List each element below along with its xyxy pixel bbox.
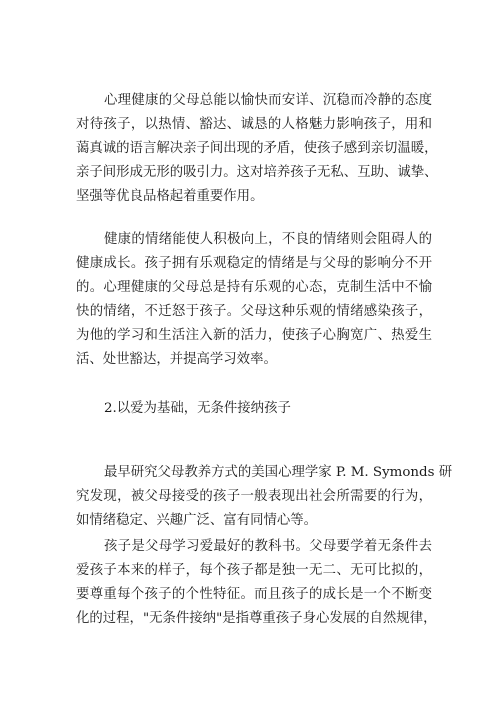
paragraph-line: 健康的情绪能使人积极向上，不良的情绪则会阻碍人的	[104, 232, 432, 247]
paragraph-3	[76, 461, 453, 533]
paragraph-line: 孩子是父母学习爱最好的教科书。父母要学着无条件去	[104, 539, 432, 554]
paragraph-2	[76, 228, 432, 372]
paragraph-1	[76, 89, 438, 209]
paragraph-line: 快的情绪，不迁怒于孩子。父母这种乐观的情绪感染孩子，	[76, 304, 432, 319]
paragraph-line: 健康成长。孩子拥有乐观稳定的情绪是与父母的影响分不开	[76, 256, 432, 271]
paragraph-line: 究发现，被父母接受的孩子一般表现出社会所需要的行为，	[76, 489, 432, 504]
paragraph-4	[76, 535, 437, 631]
paragraph-line: 爱孩子本来的样子，每个孩子都是独一无二、无可比拟的，	[76, 563, 432, 578]
paragraph-line: 蔼真诚的语言解决亲子间出现的矛盾，使孩子感到亲切温暖，	[76, 141, 438, 156]
paragraph-line: 对待孩子，以热情、豁达、诚恳的人格魅力影响孩子，用和	[76, 117, 432, 132]
paragraph-line: 活、处世豁达，并提高学习效率。	[76, 352, 277, 367]
paragraph-line: 的。心理健康的父母总是持有乐观的心态，克制生活中不愉	[76, 280, 432, 295]
paragraph-line: 要尊重每个孩子的个性特征。而且孩子的成长是一个不断变	[76, 587, 432, 602]
paragraph-line: 化的过程，"无条件接纳"是指尊重孩子身心发展的自然规律，	[76, 611, 437, 626]
paragraph-line: 亲子间形成无形的吸引力。这对培养孩子无私、互助、诚挚、	[76, 165, 438, 180]
paragraph-line: 最早研究父母教养方式的美国心理学家 P. M. Symonds 研	[104, 465, 453, 480]
paragraph-line: 坚强等优良品格起着重要作用。	[76, 189, 264, 204]
section-heading: 2.以爱为基础，无条件接纳孩子	[104, 401, 291, 416]
paragraph-line: 为他的学习和生活注入新的活力，使孩子心胸宽广、热爱生	[76, 328, 432, 343]
paragraph-line: 如情绪稳定、兴趣广泛、富有同情心等。	[76, 513, 318, 528]
paragraph-line: 心理健康的父母总能以愉快而安详、沉稳而冷静的态度	[104, 93, 432, 108]
